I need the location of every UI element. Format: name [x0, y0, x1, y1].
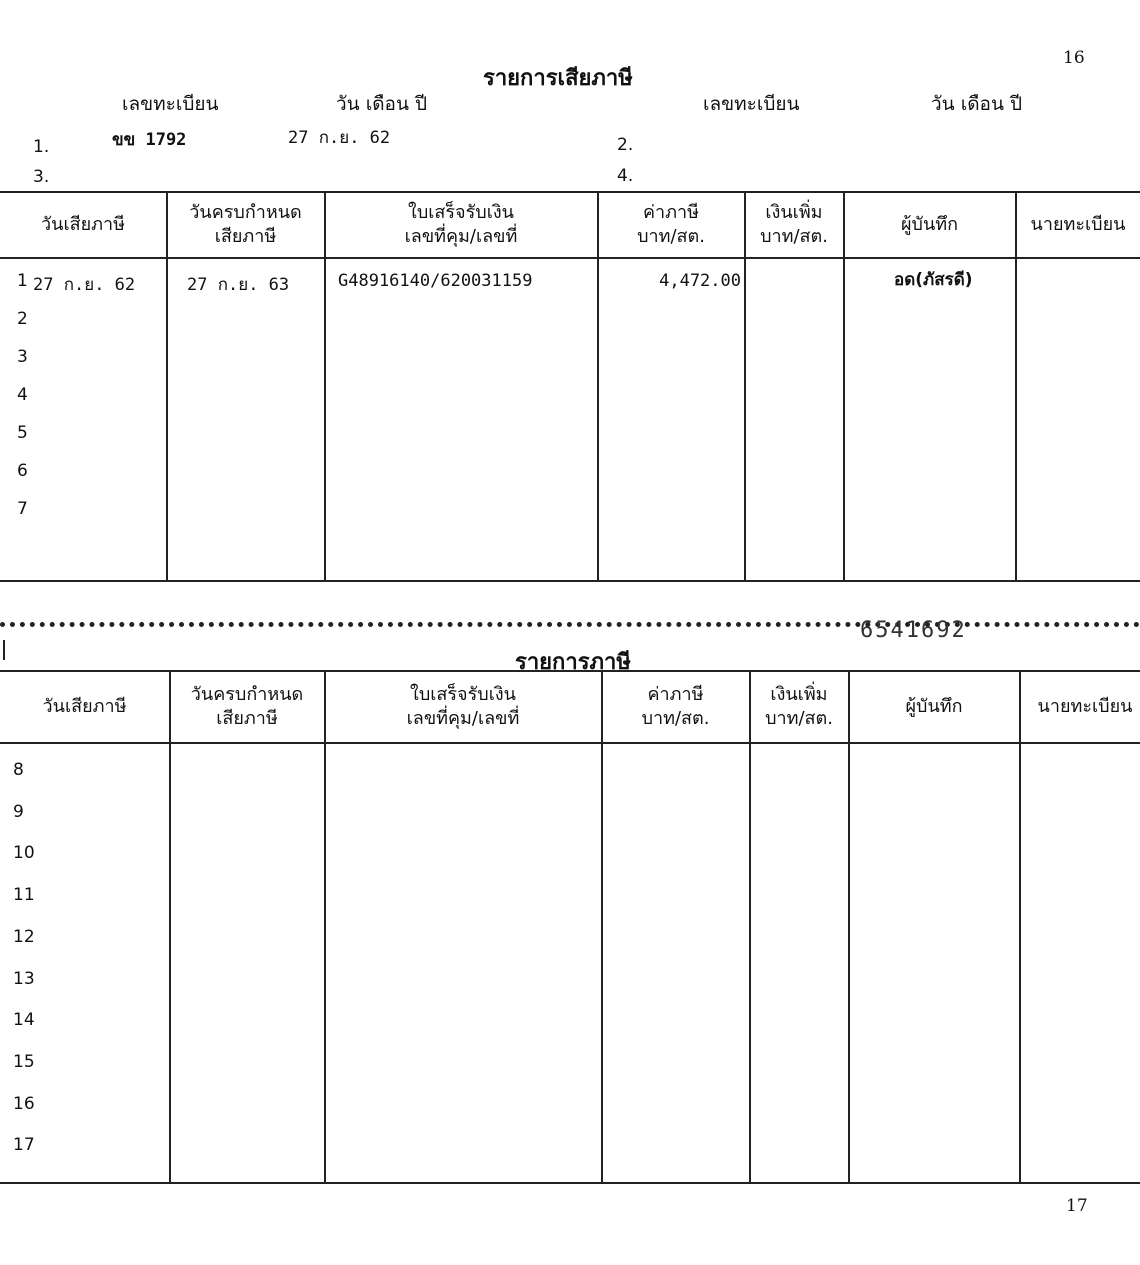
- header-pay-date: วันเสียภาษี: [41, 214, 125, 235]
- row-number: 15: [13, 1051, 35, 1072]
- row1-recorder: อด(ภัสรดี): [894, 270, 973, 290]
- header2-pay-date: วันเสียภาษี: [42, 696, 127, 717]
- reg-label-right: เลขทะเบียน: [703, 93, 800, 115]
- dotted-separator: [0, 622, 1140, 645]
- row-number: 8: [13, 760, 24, 780]
- page-number-top: 16: [1063, 48, 1085, 68]
- entry-number-3: 3.: [33, 167, 50, 187]
- entry-number-1: 1.: [33, 137, 50, 157]
- date-label-right: วัน เดือน ปี: [931, 93, 1023, 115]
- header-tax: ค่าภาษี บาท/สต.: [637, 202, 705, 247]
- header2-registrar: นายทะเบียน: [1037, 696, 1133, 717]
- header2-due-date: วันครบกำหนด เสียภาษี: [190, 684, 304, 729]
- row-number: 3: [17, 347, 28, 367]
- entry-reg-1: ขข 1792: [112, 130, 187, 150]
- header-extra: เงินเพิ่ม บาท/สต.: [760, 202, 828, 247]
- row1-due-date: 27 ก.ย. 63: [187, 275, 290, 295]
- header2-recorder: ผู้บันทึก: [905, 696, 963, 717]
- row-number: 17: [13, 1135, 35, 1156]
- header-registrar: นายทะเบียน: [1030, 214, 1126, 235]
- row-number: 10: [13, 843, 35, 864]
- row-number: 7: [17, 499, 28, 519]
- row-number: 6: [17, 461, 28, 481]
- stray-number: 6541692: [860, 618, 967, 643]
- section1-title: รายการเสียภาษี: [483, 66, 633, 91]
- row-number: 11: [13, 885, 35, 906]
- row1-pay-date: 27 ก.ย. 62: [33, 275, 136, 295]
- reg-label-left: เลขทะเบียน: [122, 93, 219, 115]
- row1-receipt: G48916140/620031159: [338, 271, 533, 291]
- page-number-bottom: 17: [1066, 1196, 1088, 1216]
- header-receipt: ใบเสร็จรับเงิน เลขที่คุม/เลขที่: [404, 202, 518, 247]
- row-number: 2: [17, 309, 28, 329]
- entry-date-1: 27 ก.ย. 62: [288, 128, 391, 148]
- row-number: 13: [13, 968, 35, 989]
- section2-title: รายการภาษี: [515, 650, 631, 675]
- entry-number-4: 4.: [617, 166, 634, 186]
- header2-receipt: ใบเสร็จรับเงิน เลขที่คุม/เลขที่: [406, 684, 520, 729]
- date-label-left: วัน เดือน ปี: [336, 93, 428, 115]
- row-number: 1: [17, 271, 28, 291]
- row-number: 5: [17, 423, 28, 443]
- row-number: 14: [13, 1010, 35, 1031]
- row-number: 9: [13, 801, 24, 822]
- entry-number-2: 2.: [617, 135, 634, 155]
- header-due-date: วันครบกำหนด เสียภาษี: [189, 202, 302, 247]
- row-number: 4: [17, 385, 28, 405]
- row-number: 12: [13, 926, 35, 947]
- header2-extra: เงินเพิ่ม บาท/สต.: [765, 684, 833, 729]
- row1-tax: 4,472.00: [659, 271, 741, 291]
- header-recorder: ผู้บันทึก: [900, 214, 959, 235]
- header2-tax: ค่าภาษี บาท/สต.: [641, 684, 710, 729]
- row-number: 16: [13, 1093, 35, 1114]
